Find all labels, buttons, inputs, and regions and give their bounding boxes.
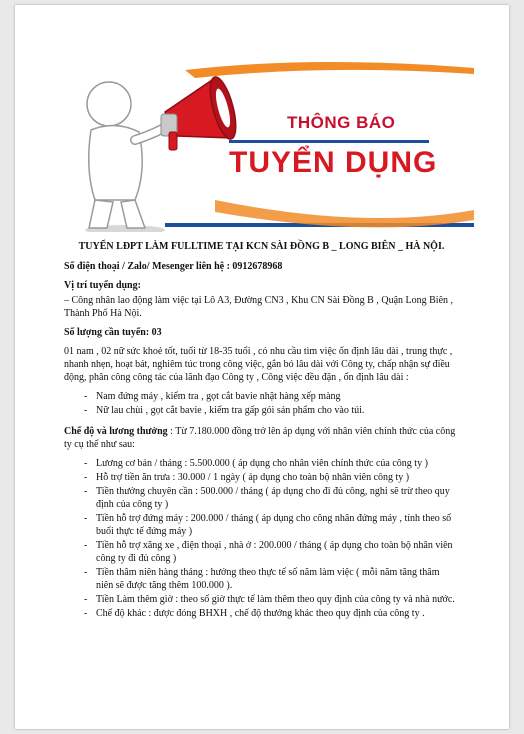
document-body (64, 240, 459, 628)
contact-phone: Số điện thoại / Zalo/ Mesenger liên hệ : 0912678968 (64, 261, 283, 272)
benefits-list (64, 457, 459, 620)
benefits-intro: : Từ 7.180.000 đồng trở lên áp dụng với nhân viên chính thức của công ty cụ thể như sau: (64, 426, 456, 450)
benefits-heading: Chế độ và lương thưởng (64, 426, 168, 437)
list-item: - Tiền hỗ trợ xăng xe , điện thoại , nhà ở : 200.000 / tháng ( áp dụng cho toàn bộ nhân viên công ty đi đủ công ) (84, 539, 459, 565)
list-item: - Tiền hỗ trợ đứng máy : 200.000 / tháng ( áp dụng cho công nhân đứng máy , tính theo số buổi thực tế đứng máy ) (84, 512, 459, 538)
benefits-paragraph (64, 425, 459, 451)
orange-swoosh-top (185, 62, 474, 78)
position-heading: Vị trí tuyển dụng: (64, 280, 141, 291)
megaphone-icon (161, 75, 241, 150)
list-item: - Tiền Làm thêm giờ : theo số giờ thực tế làm thêm theo quy định của công ty và nhà nước. (84, 593, 459, 606)
position-text: – Công nhân lao động làm việc tại Lô A3, Đường CN3 , Khu CN Sài Đồng B , Quận Long Biên , Thành Phố Hà Nội. (64, 295, 454, 319)
recruitment-banner (65, 60, 474, 232)
banner-title: TUYỂN DỤNG (229, 146, 438, 179)
list-item: - Nữ lau chùi , gọt cắt bavie , kiểm tra gấp gói sản phẩm cho vào túi. (84, 404, 459, 417)
list-item: - Nam đứng máy , kiểm tra , gọt cắt bavie nhặt hàng xếp màng (84, 390, 459, 403)
list-item: - Tiền thưởng chuyên cần : 500.000 / tháng ( áp dụng cho đi đủ công, nghỉ sẽ trừ theo quy định của công ty ) (84, 485, 459, 511)
list-item: - Lương cơ bản / tháng : 5.500.000 ( áp dụng cho nhân viên chính thức của công ty ) (84, 457, 459, 470)
document-page (15, 5, 509, 729)
quantity-heading: Số lượng cần tuyển: 03 (64, 327, 162, 338)
list-item: - Hỗ trợ tiền ăn trưa : 30.000 / 1 ngày ( áp dụng cho toàn bộ nhân viên công ty ) (84, 471, 459, 484)
person-figure (85, 82, 177, 232)
list-item: - Tiền thâm niên hàng tháng : hưởng theo thực tế số năm làm việc ( mỗi năm tăng thâm niên sẽ được tăng thêm 100.000 ). (84, 566, 459, 592)
document-title: TUYỂN LĐPT LÀM FULLTIME TẠI KCN SÀI ĐỒNG B _ LONG BIÊN _ HÀ NỘI. (78, 241, 445, 252)
banner-heading: THÔNG BÁO (287, 113, 396, 132)
requirements-text: 01 nam , 02 nữ sức khoẻ tốt, tuổi từ 18-35 tuổi , có nhu cầu tìm việc ổn định lâu dài , trung thực , nhanh nhẹn, hoạt bát, nghiêm túc trong công việc, gắn bó lâu dài với Công ty, chấp nhận sự điều động, phân công công tác của lãnh đạo Công ty , Công việc đều đặn , ổn định lâu dài : (64, 346, 453, 383)
list-item: - Chế độ khác : được đóng BHXH , chế độ thưởng khác theo quy định của công ty . (84, 607, 459, 620)
duties-list (64, 390, 459, 417)
divider-bar (229, 140, 429, 143)
